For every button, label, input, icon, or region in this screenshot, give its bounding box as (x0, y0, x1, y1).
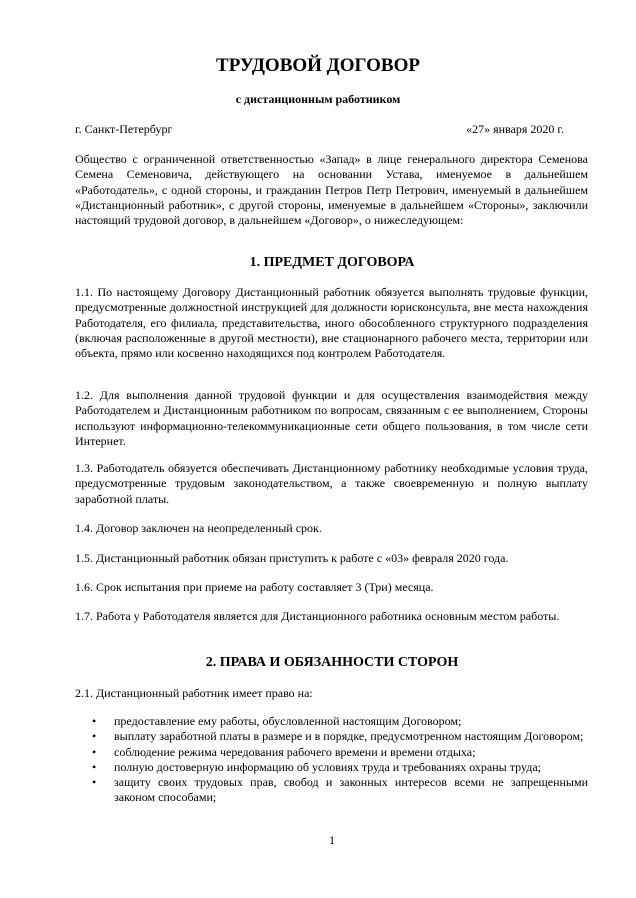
preamble-paragraph: Общество с ограниченной ответственностью «Запад» в лице генерального директора Семенова Семена Семеновича, действующего на основании Устава, именуемое в дальнейшем «Работодатель», с одной стороны, и гражданин Петров Петр Петрович, именуемый в дальнейшем «Дистанционный работник», с другой стороны, именуемые в дальнейшем «Стороны», заключили настоящий трудовой договор, в дальнейшем «Договор», о нижеследующем: (75, 152, 588, 228)
contract-city: г. Санкт-Петербург (75, 122, 173, 136)
list-item-text: защиту своих трудовых прав, свобод и законных интересов всеми не запрещенными законом способами; (114, 775, 588, 805)
list-item-text: выплату заработной платы в размере и в порядке, предусмотренном настоящим Договором; (114, 729, 584, 744)
list-item (92, 714, 588, 729)
clause-1-3: 1.3. Работодатель обязуется обеспечивать Дистанционному работнику необходимые условия труда, предусмотренные трудовым законодательством, а также своевременную и полную выплату заработной платы. (75, 461, 588, 506)
list-item-text: предоставление ему работы, обусловленной настоящим Договором; (114, 714, 462, 728)
clause-1-4: 1.4. Договор заключен на неопределенный срок. (75, 521, 322, 535)
bullet-icon: • (92, 714, 97, 728)
document-subtitle: с дистанционным работником (235, 92, 401, 106)
clause-2-1-intro: 2.1. Дистанционный работник имеет право на: (75, 686, 313, 700)
clause-1-2: 1.2. Для выполнения данной трудовой функции и для осуществления взаимодействия между Работодателем и Дистанционным работником по вопросам, связанным с ее выполнением, Стороны используют информационно-телекоммуникационные сети общего пользования, в том числе сети Интернет. (75, 388, 588, 448)
list-item-text: полную достоверную информацию об условиях труда и требованиях охраны труда; (114, 759, 541, 774)
clause-1-1: 1.1. По настоящему Договору Дистанционный работник обязуется выполнять трудовые функции, предусмотренные должностной инструкцией для должности юрисконсульта, вне места нахождения Работодателя, его филиала, представительства, иного обособленного структурного подразделения (включая расположенные в другой местности), вне стационарного рабочего места, территории или объекта, прямо или косвенно находящихся под контролем Работодателя. (75, 285, 588, 361)
list-item (92, 745, 588, 760)
contract-date: «27» января 2020 г. (466, 122, 564, 136)
clause-1-7: 1.7. Работа у Работодателя является для Дистанционного работника основным местом работы. (75, 609, 560, 623)
document-title: ТРУДОВОЙ ДОГОВОР (216, 55, 420, 76)
bullet-icon: • (92, 729, 97, 744)
bullet-icon: • (92, 759, 97, 774)
rights-list (92, 714, 588, 806)
bullet-icon: • (92, 744, 97, 759)
bullet-icon: • (92, 775, 97, 790)
clause-1-6: 1.6. Срок испытания при приеме на работу составляет 3 (Три) месяца. (75, 580, 434, 594)
list-item (92, 760, 588, 775)
section-heading-subject: 1. ПРЕДМЕТ ДОГОВОРА (249, 255, 415, 270)
clause-1-5: 1.5. Дистанционный работник обязан приступить к работе с «03» февраля 2020 года. (75, 551, 509, 565)
list-item (92, 729, 588, 744)
place-date-line (75, 121, 564, 137)
list-item-text: соблюдение режима чередования рабочего времени и времени отдыха; (114, 744, 476, 759)
section-heading-rights: 2. ПРАВА И ОБЯЗАННОСТИ СТОРОН (205, 655, 459, 670)
list-item (92, 775, 588, 806)
page-number: 1 (329, 833, 335, 847)
